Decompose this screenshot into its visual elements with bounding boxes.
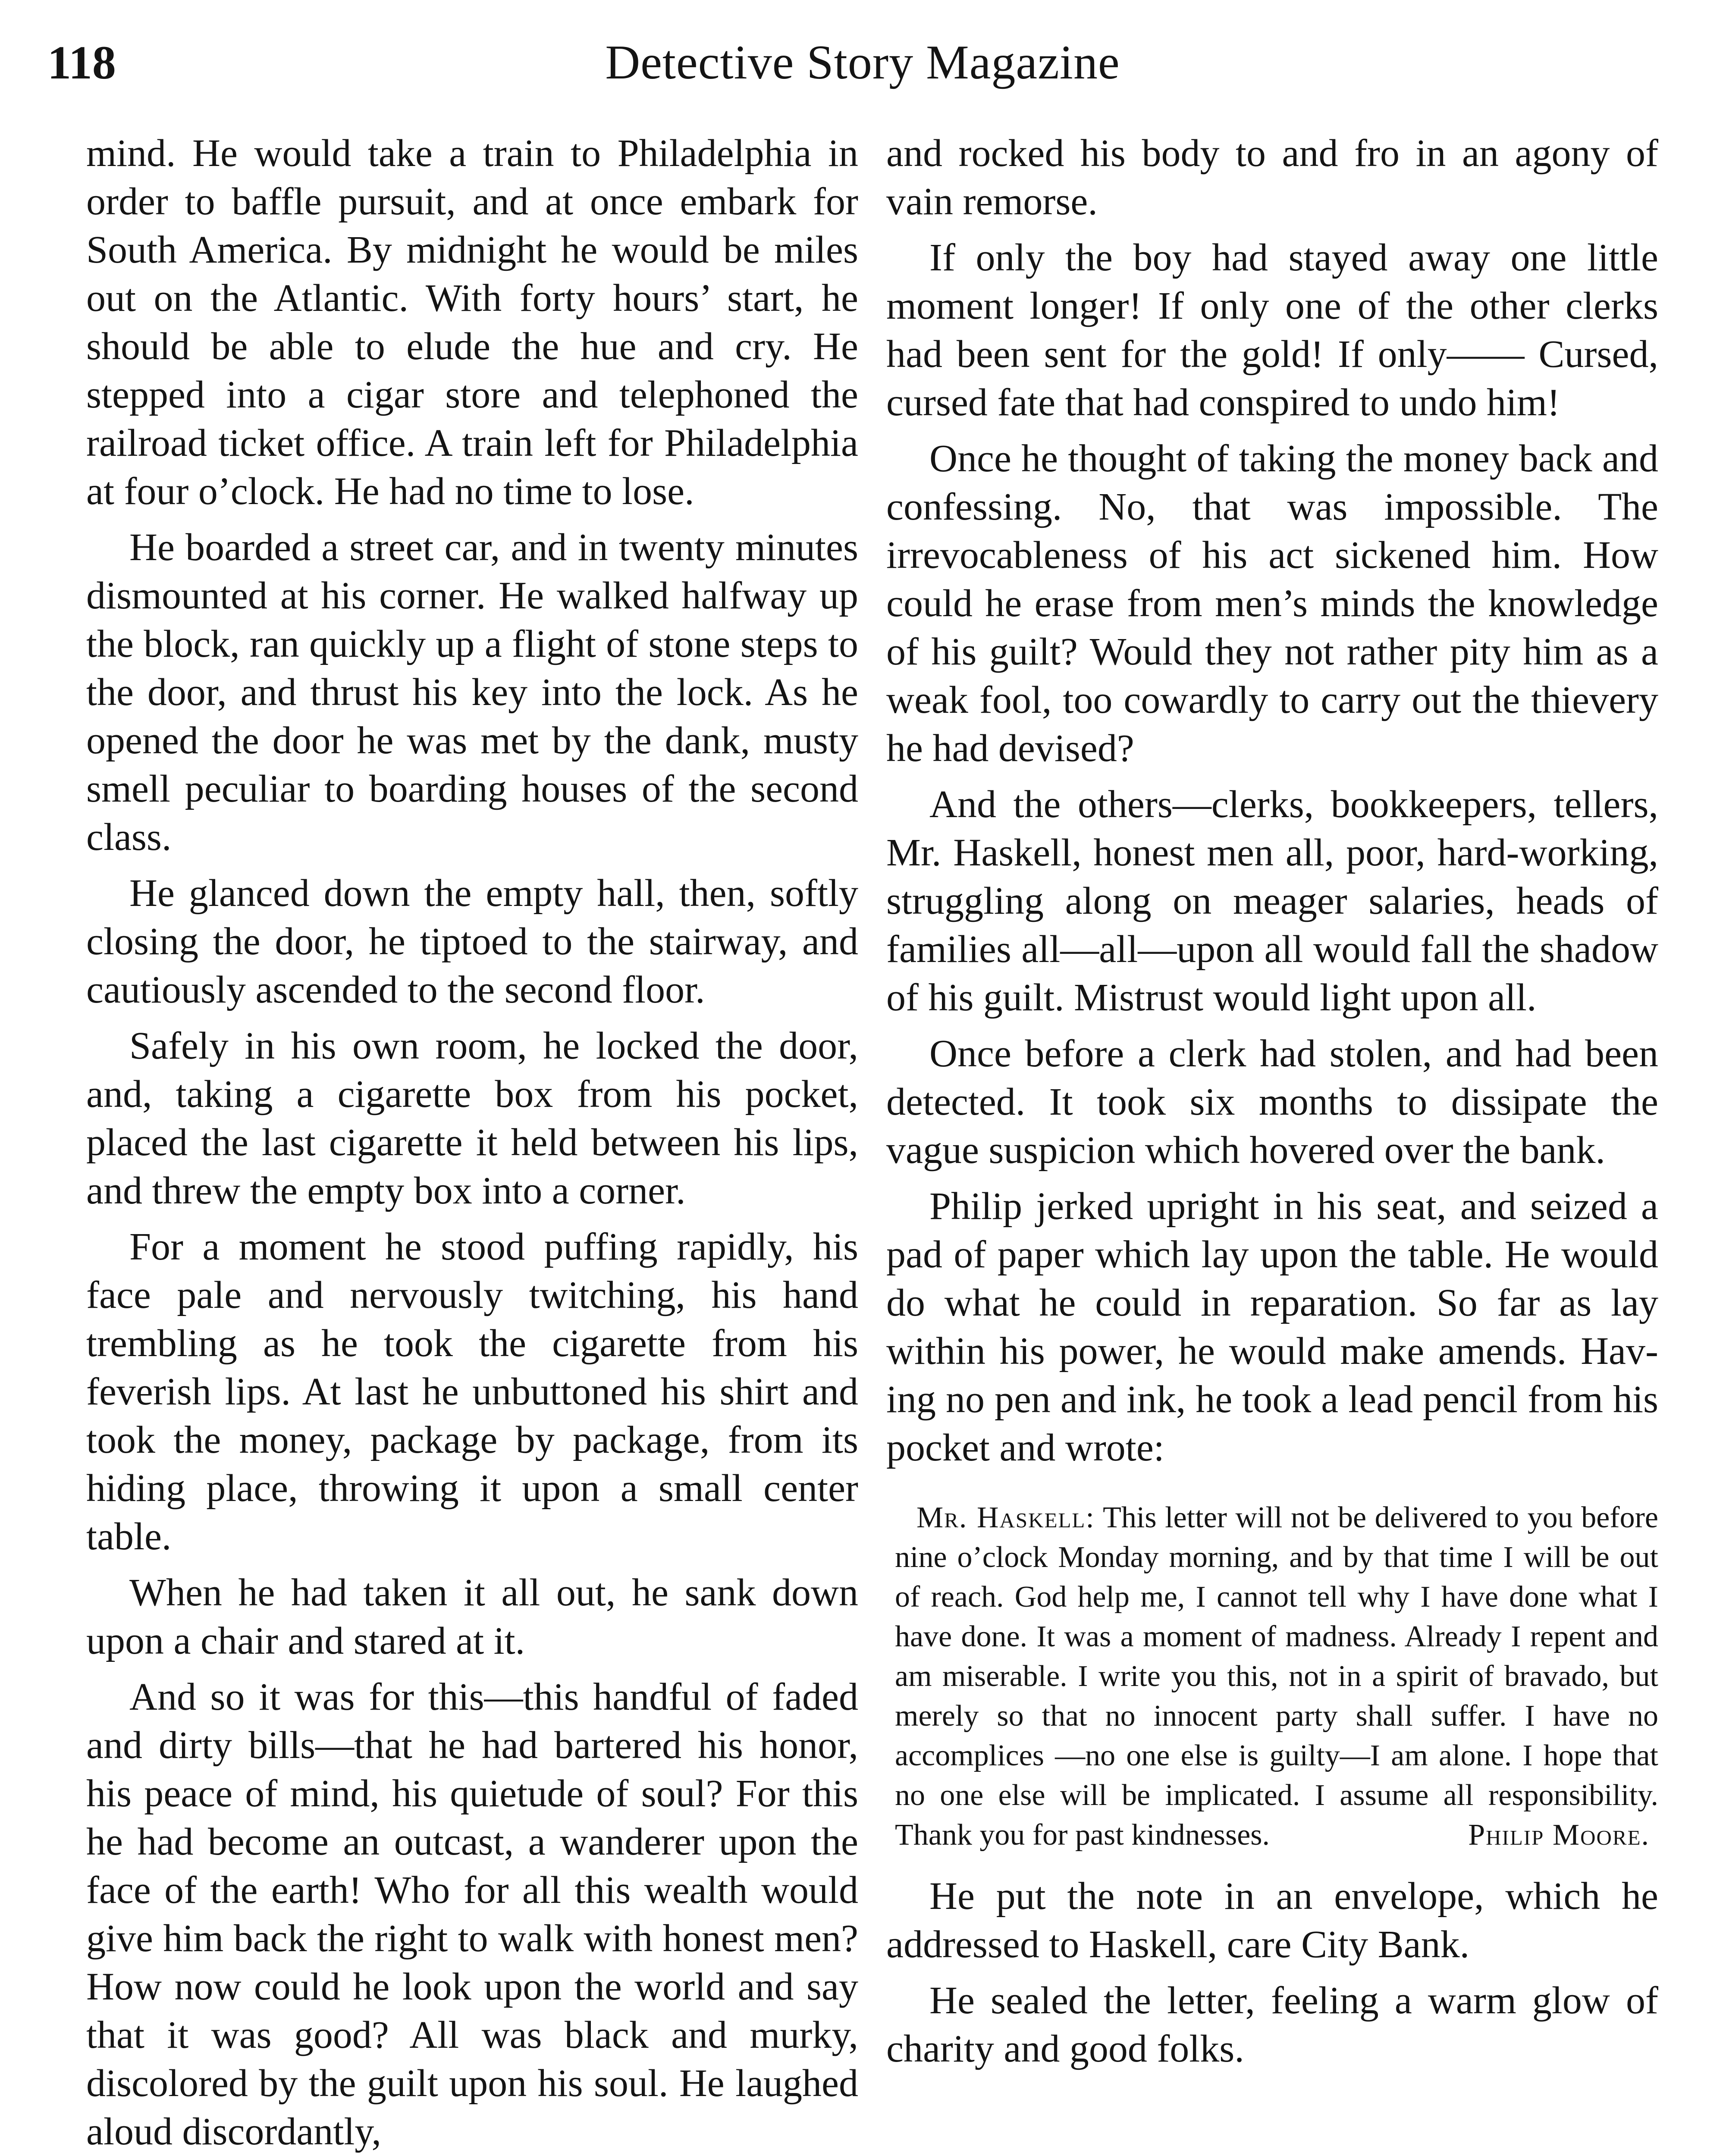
paragraph: He put the note in an envelope, which he addressed to Haskell, care City Bank. bbox=[886, 1875, 1658, 1966]
paragraph: And so it was for this—this handful of faded and dirty bills—that he had bartered his honor, his peace of mind, his quietude of soul? For this he had become an outcast, a wanderer upon the face of the earth! Who for all this wealth would give him back the right to walk with honest men? How now could he look upon the world and say that it was good? All was black and murky, discolored by the guilt upon his soul. He laughed aloud discordantly, bbox=[86, 1676, 858, 2153]
page-header bbox=[43, 30, 1682, 95]
paragraph: He glanced down the empty hall, then, softly closing the door, he tiptoed to the stairway, and cautiously ascended to the second floor. bbox=[86, 872, 858, 1011]
left-column bbox=[86, 129, 858, 2156]
paragraph: For a moment he stood puffing rapidly, his face pale and nervously twitching, his hand trembling as he took the cigarette from his feverish lips. At last he unbuttoned his shirt and took the money, package by package, from its hiding place, throwing it upon a small center table. bbox=[86, 1225, 858, 1558]
paragraph: and rocked his body to and fro in an agony of vain remorse. bbox=[886, 132, 1658, 223]
paragraph: Philip jerked upright in his seat, and seized a pad of paper which lay upon the table. He would do what he could in reparation. So far as lay within his power, he would make amends. Having no pen and ink, he took a lead pencil from his pocket and wrote: bbox=[886, 1185, 1658, 1469]
paragraph: And the others—clerks, bookkeepers, tellers, Mr. Haskell, honest men all, poor, hard-working, struggling along on meager salaries, heads of families all—all—upon all would fall the shadow of his guilt. Mistrust would light upon all. bbox=[886, 783, 1658, 1019]
right-column bbox=[886, 129, 1658, 2081]
paragraph: When he had taken it all out, he sank down upon a chair and stared at it. bbox=[86, 1571, 858, 1662]
paragraph: Once before a clerk had stolen, and had been detected. It took six months to dissipate the vague suspicion which hovered over the bank. bbox=[886, 1032, 1658, 1172]
paragraph: He sealed the letter, feeling a warm glow of charity and good folks. bbox=[886, 1979, 1658, 2070]
paragraph: Once he thought of taking the money back and confessing. No, that was impossible. The irrevocableness of his act sickened him. How could he erase from men’s minds the knowledge of his guilt? Would they not rather pity him as a weak fool, too cowardly to carry out the thievery he had devised? bbox=[886, 437, 1658, 770]
letter-block bbox=[886, 1498, 1658, 1855]
letter-signature: Philip Moore. bbox=[1468, 1818, 1650, 1852]
paragraph: He boarded a street car, and in twenty minutes dismounted at his corner. He walked halfway up the block, ran quickly up a flight of stone steps to the door, and thrust his key into the lock. As he opened the door he was met by the dank, musty smell peculiar to boarding houses of the second class. bbox=[86, 526, 858, 859]
paragraph: Safely in his own room, he locked the door, and, taking a cigarette box from his pocket, placed the last cigarette it held between his lips, and threw the empty box into a corner. bbox=[86, 1025, 858, 1212]
letter-salutation: Mr. Haskell: bbox=[916, 1501, 1095, 1534]
paragraph: mind. He would take a train to Philadelphia in order to baffle pursuit, and at once embark for South America. By midnight he would be miles out on the Atlantic. With forty hours’ start, he should be able to elude the hue and cry. He stepped into a cigar store and telephoned the railroad ticket office. A train left for Philadelphia at four o’clock. He had no time to lose. bbox=[86, 132, 858, 513]
running-title: Detective Story Magazine bbox=[605, 36, 1120, 89]
letter-body: This letter will not be delivered to you before nine o’clock Monday morning, and by that time I will be out of reach. God help me, I cannot tell why I have done what I have done. It was a moment of madness. Already I repent and am miserable. I write you this, not in a spirit of bravado, but merely so that no innocent party shall suffer. I have no accomplices —no one else is guilty—I am alone. I hope that no one else will be implicated. I assume all responsibility. Thank you for past kindnesses. bbox=[895, 1501, 1658, 1852]
page-number: 118 bbox=[47, 36, 116, 89]
paragraph: If only the boy had stayed away one little moment longer! If only one of the other clerks had been sent for the gold! If only—— Cursed, cursed fate that had conspired to undo him! bbox=[886, 236, 1658, 424]
